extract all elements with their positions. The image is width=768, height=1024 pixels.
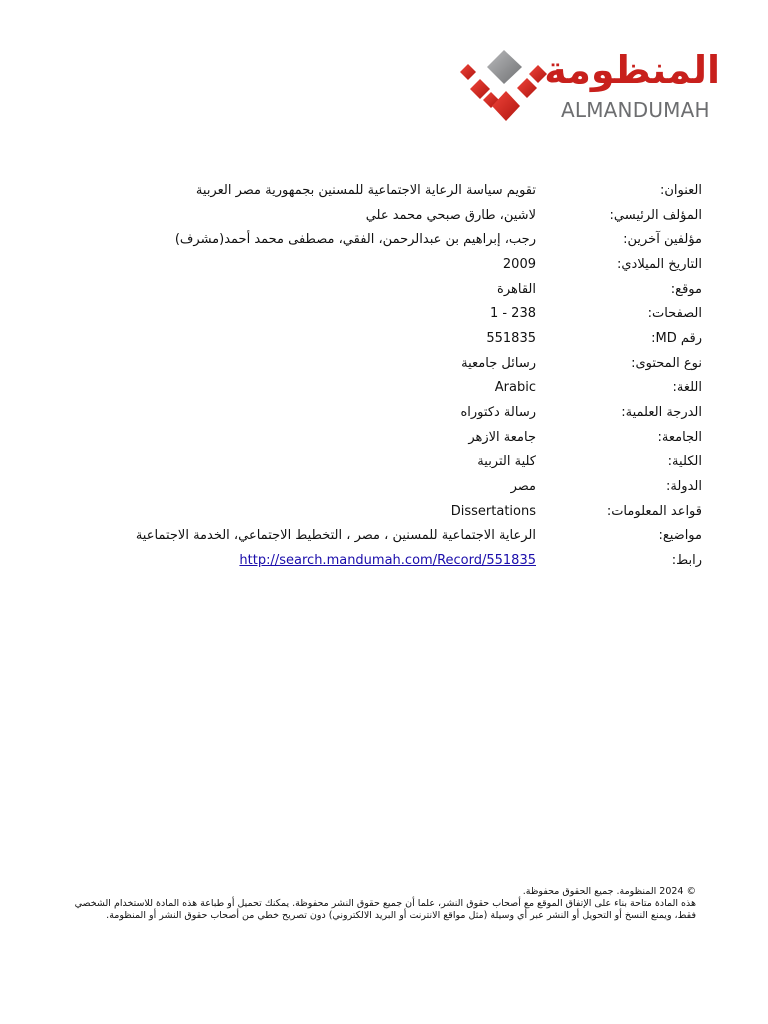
record-label: الجامعة: [657,429,702,445]
record-row-language [60,376,702,401]
record-label: الكلية: [667,454,702,470]
record-label: الدولة: [666,479,702,495]
record-row-main-author [60,203,702,228]
record-metadata [60,178,702,573]
record-label: نوع المحتوى: [631,355,702,371]
record-row-other-authors [60,227,702,252]
record-value: رجب، إبراهيم بن عبدالرحمن، الفقي، مصطفى محمد أحمد(مشرف) [174,232,536,248]
record-row-location [60,277,702,302]
usage-notice: هذه المادة متاحة بناء على الإتفاق الموقع مع أصحاب حقوق النشر، علما أن جميع حقوق النشر محفوظة. يمكنك تحميل أو طباعة هذه المادة للاستخدام الشخصي فقط، ويمنع النسخ أو التحويل أو النشر عبر أي وسيلة (مثل مواقع الانترنت أو البريد الالكتروني) دون تصريح خطي من أصحاب حقوق النشر أو المنظومة. [74,898,696,921]
record-row-country [60,474,702,499]
record-label: الدرجة العلمية: [621,405,702,421]
record-value: Dissertations [450,503,536,519]
record-value: رسائل جامعية [461,355,536,371]
record-value [60,553,536,568]
record-row-date [60,252,702,277]
record-value: 551835 [486,330,536,346]
record-value: لاشين، طارق صبحي محمد علي [365,207,536,223]
record-label: رابط: [671,553,702,569]
record-row-link [60,548,702,573]
record-label: مؤلفين آخرين: [623,232,702,248]
record-label: التاريخ الميلادي: [617,256,702,272]
record-row-title [60,178,702,203]
record-label: العنوان: [659,182,702,198]
record-value: Arabic [494,380,536,396]
logo-arabic-text: المنظومة [544,48,720,92]
record-label: رقم MD: [651,330,702,346]
logo-diamonds-icon [458,48,552,128]
record-value: 1 - 238 [489,306,536,322]
record-row-degree [60,400,702,425]
almandumah-logo [458,48,718,130]
record-label: اللغة: [672,380,702,396]
record-row-pages [60,301,702,326]
copyright-footer [52,886,696,922]
record-row-content-type [60,351,702,376]
record-label: قواعد المعلومات: [606,503,702,519]
record-row-university [60,425,702,450]
record-value: مصر [510,479,536,495]
record-value: القاهرة [497,281,536,297]
record-value: 2009 [502,256,536,272]
record-label: موقع: [670,281,702,297]
record-value: جامعة الازهر [468,429,536,445]
record-row-subjects [60,524,702,549]
record-label: المؤلف الرئيسي: [609,207,702,223]
record-row-database [60,499,702,524]
copyright-line: © 2024 المنظومة. جميع الحقوق محفوظة. [522,886,696,897]
record-label: مواضيع: [658,528,702,544]
record-value: رسالة دكتوراه [460,405,536,421]
record-value: كلية التربية [477,454,536,470]
record-row-faculty [60,450,702,475]
record-link[interactable]: http://search.mandumah.com/Record/551835 [239,553,536,569]
record-row-md-number [60,326,702,351]
record-value: الرعاية الاجتماعية للمسنين ، مصر ، التخطيط الاجتماعي، الخدمة الاجتماعية [135,528,536,544]
logo-english-text: ALMANDUMAH [561,98,710,122]
record-label: الصفحات: [647,306,702,322]
record-value: تقويم سياسة الرعاية الاجتماعية للمسنين بجمهورية مصر العربية [195,182,536,198]
